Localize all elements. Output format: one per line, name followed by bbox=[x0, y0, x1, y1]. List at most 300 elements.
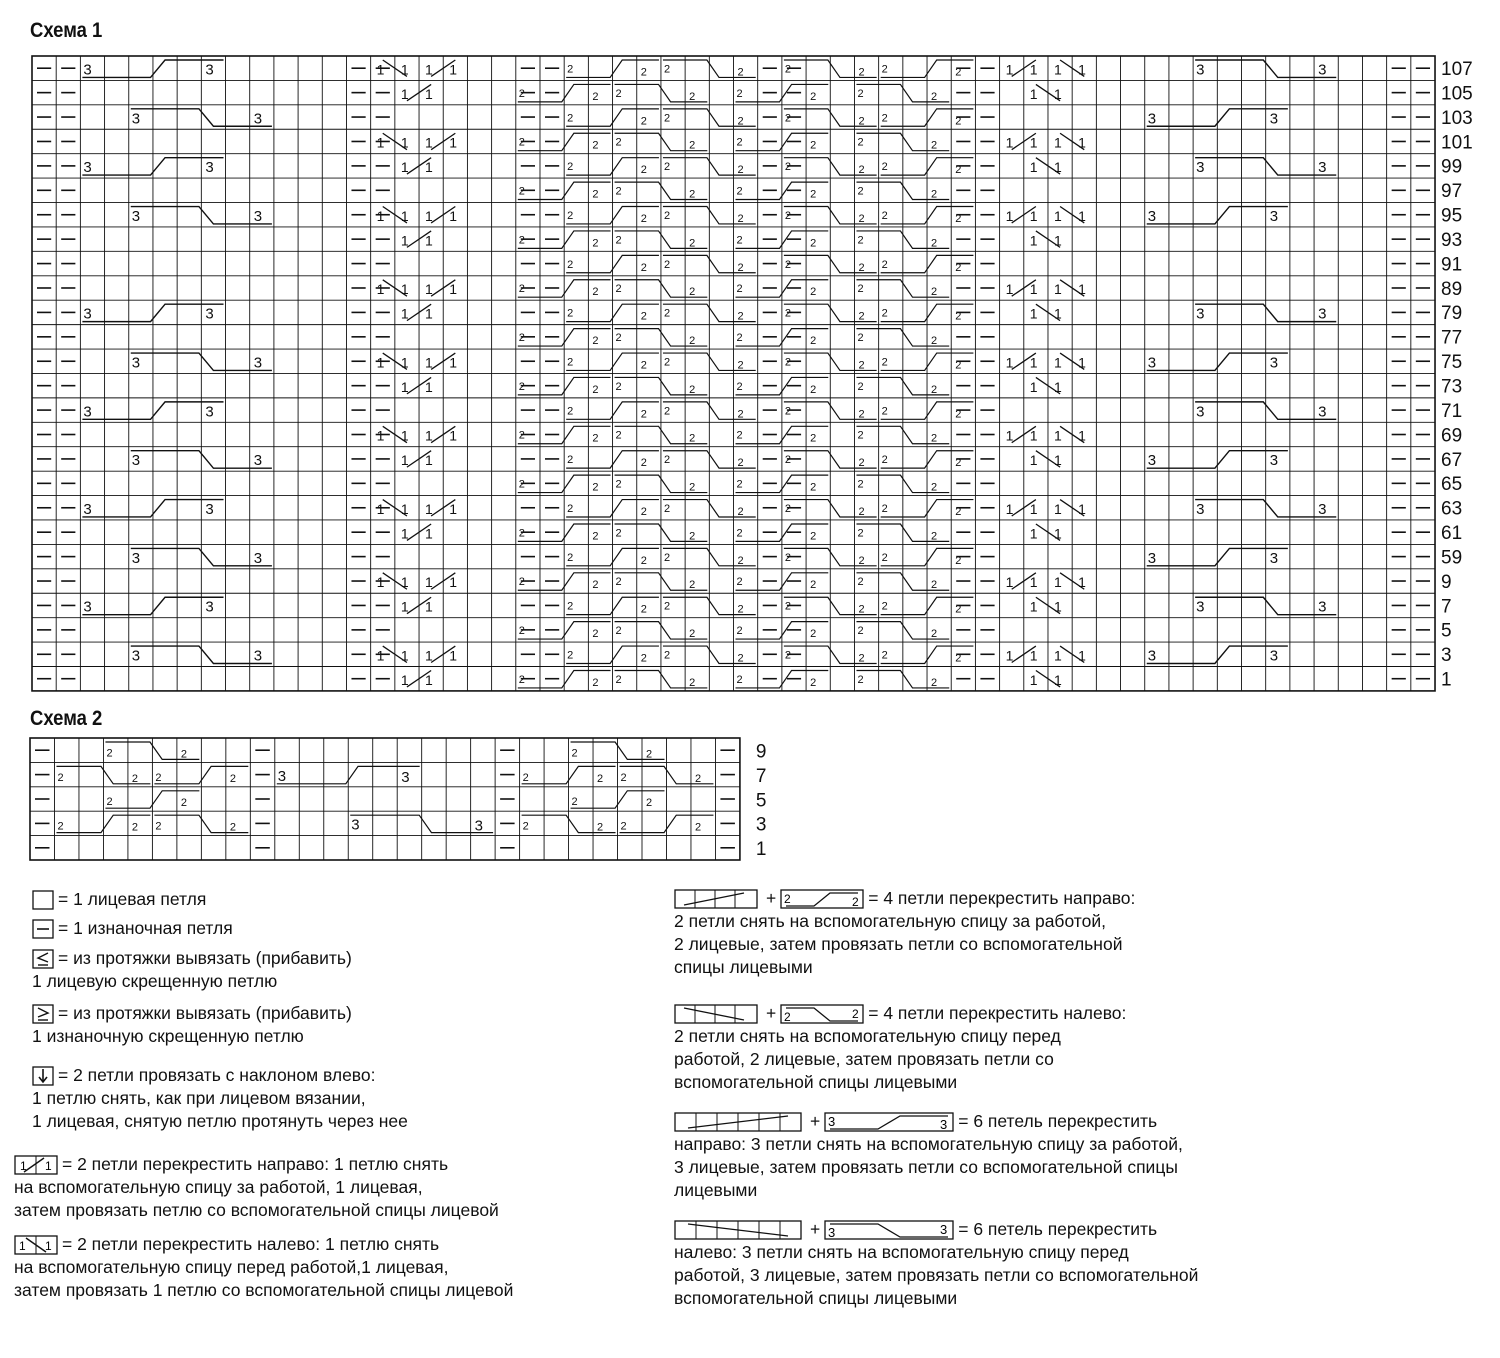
cable-2-label: 2 bbox=[518, 234, 525, 247]
cross-label: 1 bbox=[400, 525, 409, 542]
legend-cross-right-6-line3: 3 лицевые, затем провязать петли со вспомогательной спицы bbox=[674, 1157, 1178, 1177]
scheme2-frame bbox=[30, 738, 740, 860]
cross-label: 1 bbox=[1005, 647, 1014, 664]
increase-purl-icon bbox=[32, 1004, 54, 1024]
cross-label: 1 bbox=[376, 500, 385, 517]
cable-2-label: 2 bbox=[810, 188, 817, 201]
cable-2-label: 2 bbox=[567, 112, 574, 125]
legend-cross-left-6-line2: налево: 3 петли снять на вспомогательную спицу перед bbox=[674, 1242, 1129, 1262]
cross-label: 1 bbox=[425, 85, 433, 102]
cable-2-label: 2 bbox=[736, 673, 743, 686]
cable-2-label: 2 bbox=[931, 188, 938, 201]
legend-cross-left-2 bbox=[14, 1233, 513, 1302]
cross-label: 1 bbox=[449, 500, 458, 517]
cable-2-label: 2 bbox=[615, 185, 622, 198]
svg-text:2: 2 bbox=[784, 892, 791, 907]
cable-2-label: 2 bbox=[640, 652, 647, 665]
cable-3-label: 3 bbox=[131, 110, 141, 128]
cross-label: 1 bbox=[425, 354, 433, 371]
legend-plus-1: + bbox=[766, 888, 777, 908]
cross-label: 1 bbox=[1053, 134, 1062, 151]
legend-cross-left-2-line3: затем провязать 1 петлю со вспомогательной спицы лицевой bbox=[14, 1280, 514, 1300]
legend-plus-2: + bbox=[766, 1003, 777, 1023]
cable-2-label: 2 bbox=[663, 405, 671, 418]
cable-2-label: 2 bbox=[810, 676, 817, 689]
cross-label: 1 bbox=[449, 574, 458, 591]
cross-label: 1 bbox=[400, 281, 409, 298]
cable-2-label: 2 bbox=[592, 579, 599, 592]
cable-2-label: 2 bbox=[663, 161, 671, 174]
purl-symbol-icon bbox=[32, 919, 54, 939]
cable-2-label: 2 bbox=[881, 258, 888, 271]
cable-2-label: 2 bbox=[858, 66, 865, 79]
cable-2-label: 2 bbox=[518, 478, 525, 491]
cross-label: 1 bbox=[376, 647, 385, 664]
cross-label: 1 bbox=[1053, 378, 1062, 395]
cable-2-label: 2 bbox=[810, 530, 817, 543]
legend-plus-3: + bbox=[810, 1111, 821, 1131]
cable-3-label: 3 bbox=[253, 452, 263, 470]
svg-text:1: 1 bbox=[45, 1159, 52, 1174]
cross-label: 1 bbox=[1029, 207, 1038, 224]
cross-label: 1 bbox=[1053, 647, 1062, 664]
cable-2-label: 2 bbox=[881, 502, 888, 515]
cross-label: 1 bbox=[1005, 281, 1014, 298]
increase-knit-icon bbox=[32, 949, 54, 969]
scheme1-row-number: 79 bbox=[1441, 303, 1463, 325]
cross-label: 1 bbox=[1005, 354, 1014, 371]
cable-3-label: 3 bbox=[1196, 403, 1205, 421]
cable-2-label: 2 bbox=[571, 796, 578, 809]
legend-inc-knit-line2: 1 лицевую скрещенную петлю bbox=[32, 971, 278, 991]
cross-label: 1 bbox=[425, 671, 433, 688]
cable-2-label: 2 bbox=[881, 405, 888, 418]
cross-label: 1 bbox=[1005, 574, 1014, 591]
cross-label: 1 bbox=[1005, 207, 1014, 224]
cable-2-label: 2 bbox=[615, 527, 622, 540]
cable-2-label: 2 bbox=[155, 820, 162, 833]
cable-2-label: 2 bbox=[881, 209, 888, 222]
svg-text:1: 1 bbox=[20, 1159, 27, 1174]
cross-label: 1 bbox=[376, 207, 385, 224]
cross-label: 1 bbox=[1078, 207, 1086, 224]
cable-2-label: 2 bbox=[640, 408, 647, 421]
svg-text:2: 2 bbox=[852, 895, 859, 910]
legend-cross-right-2 bbox=[14, 1153, 499, 1222]
cross-label: 1 bbox=[449, 354, 458, 371]
cable-3-label: 3 bbox=[351, 816, 360, 834]
cross-label: 1 bbox=[449, 427, 458, 444]
cross-label: 1 bbox=[400, 61, 409, 78]
legend-cross-left-2-line2: на вспомогательную спицу перед работой,1 лицевая, bbox=[14, 1257, 449, 1277]
cable-3-label: 3 bbox=[1269, 207, 1279, 225]
cable-3-label: 3 bbox=[205, 305, 214, 323]
cable-2-label: 2 bbox=[784, 258, 792, 271]
legend-cross-left-4 bbox=[674, 1002, 1126, 1094]
cable-2-label: 2 bbox=[858, 652, 865, 665]
cable-2-label: 2 bbox=[567, 356, 574, 369]
cable-2-label: 2 bbox=[663, 551, 671, 564]
scheme1-row-number: 67 bbox=[1441, 449, 1463, 471]
cable-3-label: 3 bbox=[1269, 354, 1279, 372]
cable-2-label: 2 bbox=[518, 576, 525, 589]
cable-2-label: 2 bbox=[615, 136, 622, 149]
cable-2-label: 2 bbox=[663, 600, 671, 613]
cross-label: 1 bbox=[400, 598, 409, 615]
cable-3-label: 3 bbox=[131, 647, 141, 665]
cable-2-label: 2 bbox=[689, 335, 696, 348]
cable-2-label: 2 bbox=[229, 772, 236, 785]
cable-2-label: 2 bbox=[784, 161, 792, 174]
cross-label: 1 bbox=[425, 281, 433, 298]
cable-3-label: 3 bbox=[205, 159, 214, 177]
cable-2-label: 2 bbox=[106, 747, 113, 760]
cable-2-label: 2 bbox=[784, 112, 792, 125]
legend-cross-right-4 bbox=[674, 887, 1135, 979]
legend-cross-left-2-line1: = 2 петли перекрестить налево: 1 петлю снять bbox=[62, 1234, 440, 1254]
cross-label: 1 bbox=[449, 61, 458, 78]
cable-3-label: 3 bbox=[1147, 549, 1157, 567]
cable-2-label: 2 bbox=[857, 185, 864, 198]
cable-2-label: 2 bbox=[663, 209, 671, 222]
scheme1-row-number: 73 bbox=[1441, 376, 1463, 398]
cable-2-label: 2 bbox=[592, 530, 599, 543]
cable-2-label: 2 bbox=[592, 628, 599, 641]
cable-2-label: 2 bbox=[567, 307, 574, 320]
cable-2-label: 2 bbox=[810, 481, 817, 494]
cable-2-label: 2 bbox=[931, 286, 938, 299]
svg-text:3: 3 bbox=[828, 1114, 836, 1130]
cable-2-label: 2 bbox=[689, 286, 696, 299]
cable-2-label: 2 bbox=[881, 112, 888, 125]
scheme1-row-number: 101 bbox=[1441, 132, 1473, 154]
legend-plus-4: + bbox=[810, 1219, 821, 1239]
cross-label: 1 bbox=[376, 134, 385, 151]
cable-2-label: 2 bbox=[155, 771, 162, 784]
cross-label: 1 bbox=[400, 85, 409, 102]
cable-2-label: 2 bbox=[518, 136, 525, 149]
cable-2-label: 2 bbox=[737, 212, 744, 225]
cable-3-label: 3 bbox=[1318, 159, 1327, 177]
cable-3-label: 3 bbox=[1196, 305, 1205, 323]
cable-2-label: 2 bbox=[663, 112, 671, 125]
cable-2-label: 2 bbox=[663, 649, 671, 662]
cross-label: 1 bbox=[400, 452, 409, 469]
cable-2-label: 2 bbox=[955, 408, 962, 421]
cable-2-label: 2 bbox=[931, 90, 938, 103]
legend-cross-left-4-line4: вспомогательной спицы лицевыми bbox=[674, 1072, 958, 1092]
cross-left-2-icon bbox=[14, 1235, 58, 1255]
cross-label: 1 bbox=[1053, 232, 1062, 249]
cable-2-label: 2 bbox=[955, 652, 962, 665]
legend-cross-left-6-line3: работой, 3 лицевые, затем провязать петли со вспомогательной bbox=[674, 1265, 1199, 1285]
cable-2-label: 2 bbox=[640, 310, 647, 323]
cable-2-label: 2 bbox=[857, 380, 864, 393]
cross-label: 1 bbox=[1053, 500, 1062, 517]
cable-2-label: 2 bbox=[858, 457, 865, 470]
cable-3-label: 3 bbox=[1196, 159, 1205, 177]
cable-2-label: 2 bbox=[736, 625, 743, 638]
cable-2-label: 2 bbox=[518, 527, 525, 540]
cable-2-label: 2 bbox=[567, 649, 574, 662]
cable-2-label: 2 bbox=[955, 603, 962, 616]
cross-label: 1 bbox=[376, 574, 385, 591]
cable-2-label: 2 bbox=[931, 237, 938, 250]
cable-2-label: 2 bbox=[931, 481, 938, 494]
cable-2-label: 2 bbox=[881, 600, 888, 613]
cross-label: 1 bbox=[1053, 598, 1062, 615]
cross-label: 1 bbox=[1029, 85, 1038, 102]
cross-label: 1 bbox=[425, 159, 433, 176]
cable-2-label: 2 bbox=[180, 748, 188, 761]
cable-2-label: 2 bbox=[592, 481, 599, 494]
cable-2-label: 2 bbox=[931, 628, 938, 641]
cable-2-label: 2 bbox=[784, 600, 792, 613]
cable-3-label: 3 bbox=[205, 403, 214, 421]
cable-2-label: 2 bbox=[518, 332, 525, 345]
cable-2-label: 2 bbox=[571, 747, 578, 760]
scheme2-row-number: 5 bbox=[755, 790, 767, 812]
cable-3-label: 3 bbox=[1147, 452, 1157, 470]
cross-label: 1 bbox=[1029, 427, 1038, 444]
cable-2-label: 2 bbox=[736, 380, 743, 393]
cable-2-label: 2 bbox=[567, 258, 574, 271]
cable-2-label: 2 bbox=[857, 87, 864, 100]
cross-label: 1 bbox=[425, 598, 433, 615]
cable-2-label: 2 bbox=[567, 600, 574, 613]
legend-inc-purl-line1: = из протяжки вывязать (прибавить) bbox=[58, 1003, 352, 1023]
cable-3-label: 3 bbox=[205, 61, 214, 79]
cable-2-label: 2 bbox=[615, 283, 622, 296]
cable-2-label: 2 bbox=[736, 234, 743, 247]
cross-label: 1 bbox=[425, 647, 433, 664]
cross-label: 1 bbox=[1078, 281, 1086, 298]
cross-label: 1 bbox=[1029, 61, 1038, 78]
cross-right-4-icon bbox=[674, 889, 758, 909]
cable-3-label: 3 bbox=[253, 647, 263, 665]
scheme1-row-number: 107 bbox=[1441, 59, 1473, 81]
cross-label: 1 bbox=[1053, 159, 1062, 176]
cable-2-label: 2 bbox=[737, 554, 744, 567]
legend-cross-left-6-line4: вспомогательной спицы лицевыми bbox=[674, 1288, 958, 1308]
cable-3-label: 3 bbox=[1196, 598, 1205, 616]
cable-2-label: 2 bbox=[931, 530, 938, 543]
cable-2-label: 2 bbox=[881, 551, 888, 564]
cross-label: 1 bbox=[425, 500, 433, 517]
cable-3-label: 3 bbox=[253, 110, 263, 128]
cable-2-label: 2 bbox=[518, 380, 525, 393]
cable-2-label: 2 bbox=[689, 237, 696, 250]
cable-2-label: 2 bbox=[784, 551, 792, 564]
cable-2-label: 2 bbox=[737, 115, 744, 128]
cable-3-label: 3 bbox=[1318, 598, 1327, 616]
cable-2-label: 2 bbox=[640, 66, 647, 79]
cable-3-label: 3 bbox=[253, 207, 263, 225]
cross-left-6-icon bbox=[674, 1220, 802, 1240]
cable-2-label: 2 bbox=[810, 579, 817, 592]
cable-2-label: 2 bbox=[736, 332, 743, 345]
cross-label: 1 bbox=[1029, 671, 1038, 688]
cable-3-label: 3 bbox=[83, 61, 92, 79]
cable-3-label: 3 bbox=[1147, 354, 1157, 372]
scheme1-row-number: 91 bbox=[1441, 254, 1463, 276]
cable-2-label: 2 bbox=[955, 457, 962, 470]
cross-label: 1 bbox=[400, 207, 409, 224]
cable-3-label: 3 bbox=[131, 452, 141, 470]
legend-purl-text: = 1 изнаночная петля bbox=[58, 918, 233, 938]
cable-2-label: 2 bbox=[810, 432, 817, 445]
cable-2-label: 2 bbox=[646, 748, 653, 761]
cross-label: 1 bbox=[1029, 305, 1038, 322]
cable-2-label: 2 bbox=[784, 502, 792, 515]
cable-2-label: 2 bbox=[857, 429, 864, 442]
cable-3-label: 3 bbox=[1269, 452, 1279, 470]
cable-2-label: 2 bbox=[663, 356, 671, 369]
cross-label: 1 bbox=[1078, 427, 1086, 444]
cable-3-label: 3 bbox=[1269, 110, 1279, 128]
cable-2-label: 2 bbox=[694, 772, 702, 785]
legend-cross-left-6-line1: = 6 петель перекрестить bbox=[958, 1219, 1158, 1239]
cable-3-label: 3 bbox=[83, 500, 92, 518]
cable-2-label: 2 bbox=[784, 356, 792, 369]
legend-cross-right-4-line1: = 4 петли перекрестить направо: bbox=[868, 888, 1136, 908]
cable-2-label: 2 bbox=[592, 139, 599, 152]
cable-2-label: 2 bbox=[663, 502, 671, 515]
scheme1-row-number: 69 bbox=[1441, 425, 1463, 447]
cable-2-label: 2 bbox=[737, 408, 744, 421]
cable-2-label: 2 bbox=[857, 625, 864, 638]
cross-label: 1 bbox=[1053, 452, 1062, 469]
scheme1-row-number: 59 bbox=[1441, 547, 1463, 569]
cable-2-label: 2 bbox=[858, 359, 865, 372]
cross-label: 1 bbox=[1053, 574, 1062, 591]
cross-label: 1 bbox=[449, 647, 458, 664]
cable-2-label: 2 bbox=[522, 820, 529, 833]
cross-label: 1 bbox=[1053, 281, 1062, 298]
cross-label: 1 bbox=[400, 671, 409, 688]
scheme2-title: Схема 2 bbox=[30, 707, 103, 730]
cable-2-label: 2 bbox=[784, 649, 792, 662]
cable-2-label: 2 bbox=[931, 432, 938, 445]
cable-2-label: 2 bbox=[663, 307, 671, 320]
scheme1-row-number: 99 bbox=[1441, 156, 1463, 178]
cross-label: 1 bbox=[376, 281, 385, 298]
cable-2-label: 2 bbox=[857, 673, 864, 686]
scheme1-row-number: 77 bbox=[1441, 327, 1463, 349]
cable-2-label: 2 bbox=[881, 63, 888, 76]
cable-2-label: 2 bbox=[955, 505, 962, 518]
cable-2-label: 2 bbox=[689, 139, 696, 152]
cross-label: 1 bbox=[449, 134, 458, 151]
cross-label: 1 bbox=[1005, 134, 1014, 151]
cross-label: 1 bbox=[1078, 61, 1086, 78]
scheme1-row-number: 105 bbox=[1441, 83, 1473, 105]
scheme1-row-number: 9 bbox=[1441, 571, 1452, 593]
cross-label: 1 bbox=[400, 500, 409, 517]
cross-label: 1 bbox=[1029, 159, 1038, 176]
cable-2-label: 2 bbox=[689, 676, 696, 689]
cable-2-label: 2 bbox=[689, 579, 696, 592]
cable-3-label: 3 bbox=[1196, 500, 1205, 518]
cable-2-label: 2 bbox=[567, 161, 574, 174]
cable-2-label: 2 bbox=[858, 261, 865, 274]
cable-2-label: 2 bbox=[857, 576, 864, 589]
cross-label: 1 bbox=[1029, 525, 1038, 542]
legend-dec-left-line1: = 2 петли провязать с наклоном влево: bbox=[58, 1065, 376, 1085]
cross-label: 1 bbox=[400, 378, 409, 395]
cross-label: 1 bbox=[1029, 574, 1038, 591]
cross-label: 1 bbox=[1029, 134, 1038, 151]
cable-2-label: 2 bbox=[857, 136, 864, 149]
cable-2-label: 2 bbox=[640, 115, 647, 128]
scheme1-row-number: 63 bbox=[1441, 498, 1463, 520]
cross-label: 1 bbox=[1078, 134, 1086, 151]
cable-2-label: 2 bbox=[955, 66, 962, 79]
legend-cross-left-4-line2: 2 петли снять на вспомогательную спицу перед bbox=[674, 1026, 1061, 1046]
cable-2-label: 2 bbox=[592, 90, 599, 103]
cable-2-label: 2 bbox=[857, 332, 864, 345]
cross-label: 1 bbox=[400, 159, 409, 176]
cable-2-label: 2 bbox=[567, 405, 574, 418]
cable-2-label: 2 bbox=[689, 628, 696, 641]
cable-2-label: 2 bbox=[592, 335, 599, 348]
scheme1-row-number: 93 bbox=[1441, 229, 1463, 251]
cable-2-label: 2 bbox=[736, 576, 743, 589]
legend-inc-purl-line2: 1 изнаночную скрещенную петлю bbox=[32, 1026, 304, 1046]
legend-cross-right-4-line4: спицы лицевыми bbox=[674, 957, 813, 977]
cable-2-label: 2 bbox=[615, 576, 622, 589]
cable-2-label: 2 bbox=[180, 797, 188, 810]
scheme1-row-number: 61 bbox=[1441, 523, 1463, 545]
cable-2-label: 2 bbox=[810, 628, 817, 641]
cable-2-label: 2 bbox=[689, 90, 696, 103]
cross-label: 1 bbox=[1005, 500, 1014, 517]
cable-2-label: 2 bbox=[229, 821, 236, 834]
cross-label: 1 bbox=[1078, 647, 1086, 664]
cable-2-label: 2 bbox=[640, 164, 647, 177]
cable-2-label: 2 bbox=[663, 454, 671, 467]
cable-2-label: 2 bbox=[640, 261, 647, 274]
cable-2-label: 2 bbox=[567, 454, 574, 467]
cable-2-label: 2 bbox=[689, 481, 696, 494]
cable-2-label: 2 bbox=[518, 673, 525, 686]
cable-2-label: 2 bbox=[518, 185, 525, 198]
cross-label: 1 bbox=[400, 574, 409, 591]
cross-label: 1 bbox=[1053, 207, 1062, 224]
legend-inc-knit bbox=[32, 947, 352, 993]
cable-3-label: 3 bbox=[205, 500, 214, 518]
cable-2-label: 2 bbox=[646, 797, 653, 810]
cable-2-label: 2 bbox=[518, 87, 525, 100]
svg-text:3: 3 bbox=[940, 1222, 948, 1238]
cable-2-label: 2 bbox=[736, 185, 743, 198]
cross-label: 1 bbox=[425, 427, 433, 444]
cable-2-label: 2 bbox=[810, 286, 817, 299]
cable-2-label: 2 bbox=[810, 90, 817, 103]
cross-label: 1 bbox=[400, 134, 409, 151]
svg-text:2: 2 bbox=[784, 1010, 791, 1025]
scheme1-row-number: 97 bbox=[1441, 181, 1463, 203]
cable-3-label: 3 bbox=[131, 549, 141, 567]
cross-label: 1 bbox=[1053, 525, 1062, 542]
cable-2-label: 2 bbox=[131, 772, 139, 785]
cross-label: 1 bbox=[1078, 574, 1086, 591]
cable-2-label: 2 bbox=[737, 603, 744, 616]
cable-2-label: 2 bbox=[106, 796, 113, 809]
cable-2-label: 2 bbox=[597, 772, 604, 785]
legend-knit bbox=[32, 888, 206, 911]
cross-label: 1 bbox=[1053, 61, 1062, 78]
